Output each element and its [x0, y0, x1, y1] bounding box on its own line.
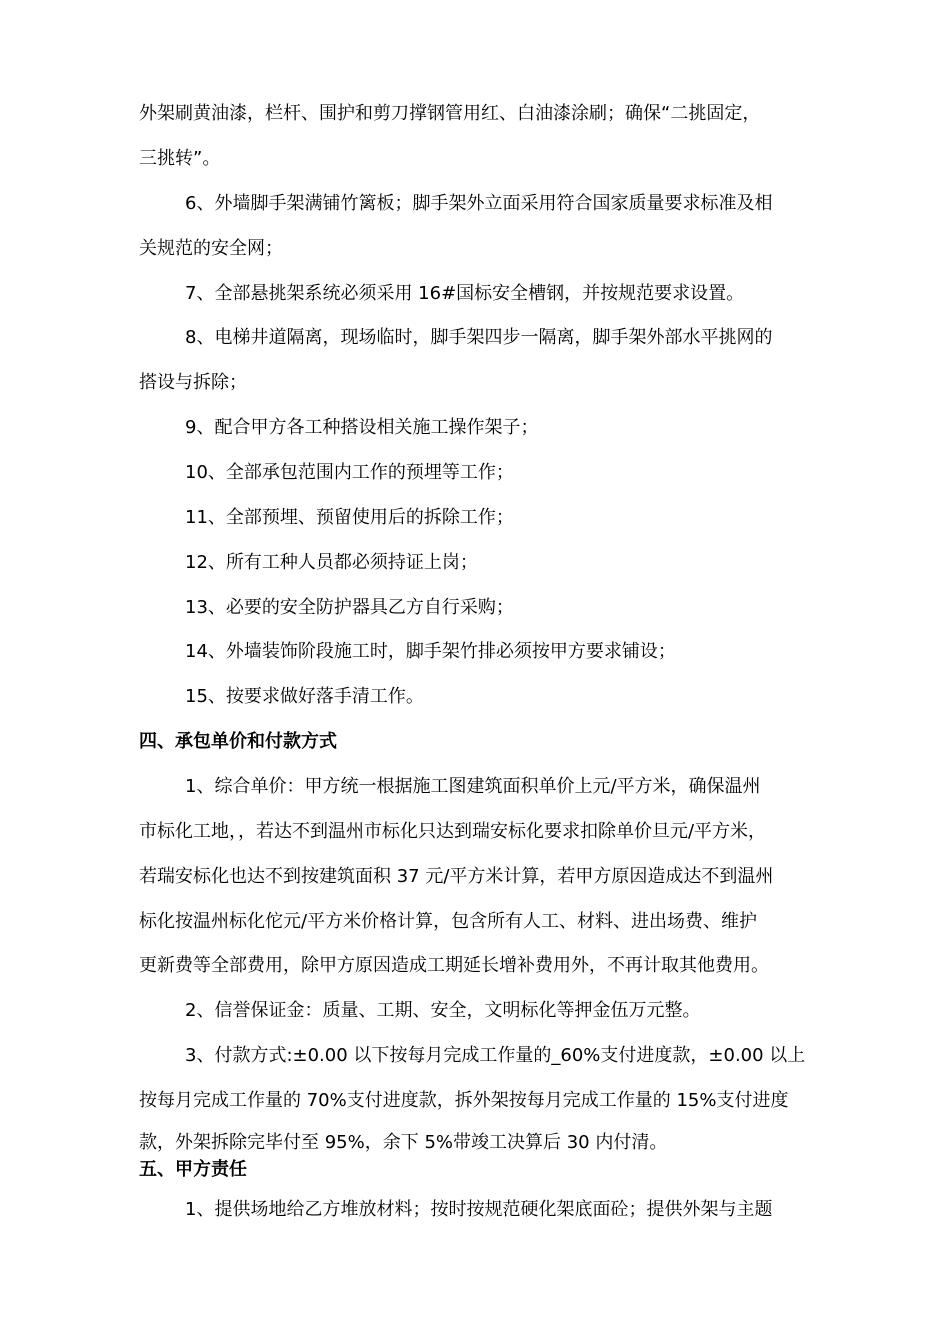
- paragraph-line: 款，外架拆除完毕付至 95%，余下 5%带竣工决算后 30 内付清。: [139, 1132, 668, 1153]
- paragraph-line: 标化按温州标化佗元/平方米价格计算，包含所有人工、材料、进出场费、维护: [139, 911, 758, 932]
- list-item-1: 1、提供场地给乙方堆放材料；按时按规范硬化架底面砼；提供外架与主题: [185, 1199, 773, 1220]
- list-item-8: 8、电梯井道隔离，现场临时，脚手架四步一隔离，脚手架外部水平挑网的: [185, 327, 773, 348]
- list-item-13: 13、必要的安全防护器具乙方自行采购；: [185, 597, 514, 618]
- paragraph-line: 若瑞安标化也达不到按建筑面积 37 元/平方米计算，若甲方原因造成达不到温州: [139, 866, 774, 887]
- list-item-10: 10、全部承包范围内工作的预埋等工作；: [185, 462, 514, 483]
- paragraph-line: 更新费等全部费用，除甲方原因造成工期延长增补费用外，不再计取其他费用。: [139, 955, 769, 976]
- list-item-3: 3、付款方式:±0.00 以下按每月完成工作量的_60%支付进度款，±0.00 以上: [185, 1045, 806, 1066]
- paragraph-line: 关规范的安全网；: [139, 238, 283, 259]
- paragraph-line: 市标化工地，，若达不到温州市标化只达到瑞安标化要求扣除单价旦元/平方米，: [139, 821, 767, 842]
- list-item-2: 2、信誉保证金：质量、工期、安全，文明标化等押金伍万元整。: [185, 1000, 701, 1021]
- list-item-6: 6、外墙脚手架满铺竹篱板；脚手架外立面采用符合国家质量要求标准及相: [185, 193, 773, 214]
- list-item-7: 7、全部悬挑架系统必须采用 16#国标安全槽钢，并按规范要求设置。: [185, 283, 745, 304]
- list-item-15: 15、按要求做好落手清工作。: [185, 686, 424, 707]
- list-item-1: 1、综合单价：甲方统一根据施工图建筑面积单价上元/平方米，确保温州: [185, 776, 761, 797]
- paragraph-line: 外架刷黄油漆，栏杆、围护和剪刀撑钢管用红、白油漆涂刷；确保“二挑固定，: [139, 103, 761, 124]
- paragraph-line: 三挑转”。: [139, 148, 221, 169]
- section-heading-4: 四、承包单价和付款方式: [139, 731, 337, 752]
- list-item-11: 11、全部预埋、预留使用后的拆除工作；: [185, 507, 514, 528]
- paragraph-line: 按每月完成工作量的 70%支付进度款，拆外架按每月完成工作量的 15%支付进度: [139, 1090, 789, 1111]
- section-heading-5: 五、甲方责任: [139, 1159, 247, 1180]
- list-item-14: 14、外墙装饰阶段施工时，脚手架竹排必须按甲方要求铺设；: [185, 641, 676, 662]
- list-item-12: 12、所有工种人员都必须持证上岗；: [185, 552, 478, 573]
- list-item-9: 9、配合甲方各工种搭设相关施工操作架子；: [185, 417, 539, 438]
- paragraph-line: 搭设与拆除；: [139, 372, 247, 393]
